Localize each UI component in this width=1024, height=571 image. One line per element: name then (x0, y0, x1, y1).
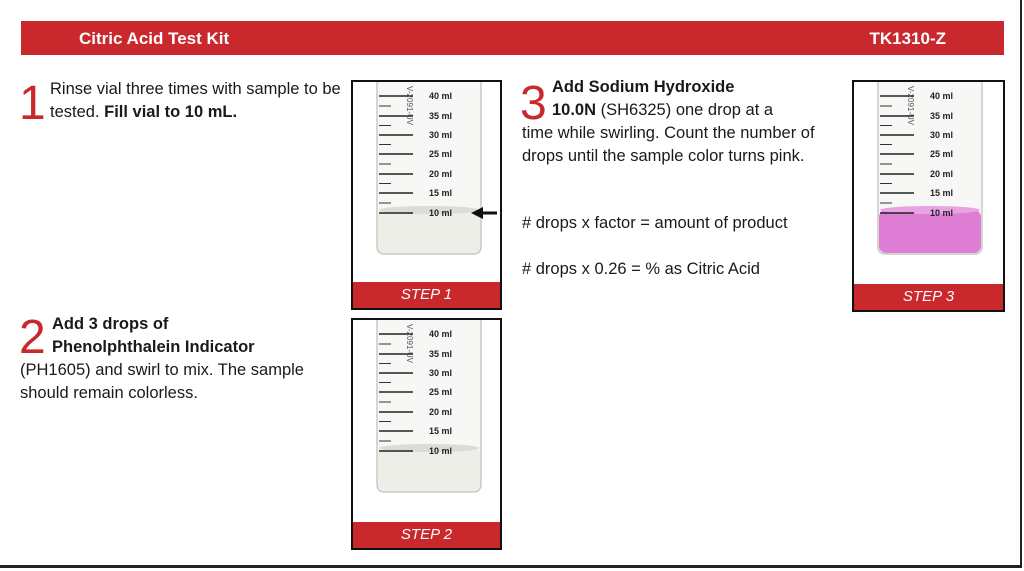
step-1-text (50, 78, 350, 124)
graduation-label: 40 ml (429, 329, 453, 339)
graduation-label: 40 ml (429, 91, 453, 101)
graduation-label: 10 ml (429, 446, 453, 456)
step-3-reagent-rest: (SH6325) one drop at a (596, 101, 774, 119)
graduation-label: 30 ml (429, 130, 453, 140)
step-2-number: 2 (19, 311, 46, 364)
vial-side-print: V-2091-UV (906, 86, 915, 126)
graduation-label: 15 ml (429, 426, 453, 436)
step-1-bold: Fill vial to 10 mL. (104, 103, 238, 121)
graduation-label: 25 ml (930, 149, 954, 159)
kit-code: TK1310-Z (869, 29, 946, 48)
step-2-body: (PH1605) and swirl to mix. The sample should remain colorless. (20, 361, 304, 402)
graduation-label: 20 ml (429, 407, 453, 417)
graduation-label: 20 ml (930, 169, 954, 179)
vial-image (854, 82, 1003, 284)
step-3-title-2 (552, 99, 842, 122)
vial-side-print: V-2091-UV (405, 324, 414, 364)
step-2-title-1: Add 3 drops of (52, 315, 169, 333)
graduation-label: 35 ml (930, 111, 954, 121)
graduation-label: 25 ml (429, 387, 453, 397)
graduation-label: 20 ml (429, 169, 453, 179)
step-3-body: time while swirling. Count the number of drops until the sample color turns pink. (522, 124, 815, 165)
vial-image (353, 320, 500, 522)
step-3-photo (852, 80, 1005, 312)
title-bar (21, 21, 1004, 55)
step-1-plain: Rinse vial three times with sample to be tested. (50, 80, 341, 121)
formula-citric: # drops x 0.26 = % as Citric Acid (522, 260, 760, 278)
graduation-label: 10 ml (930, 208, 954, 218)
step-1-photo (351, 80, 502, 310)
step-2-photo (351, 318, 502, 550)
graduation-label: 15 ml (429, 188, 453, 198)
step-1-caption: STEP 1 (353, 280, 500, 308)
graduation-label: 30 ml (930, 130, 954, 140)
step-3-reagent: 10.0N (552, 101, 597, 119)
graduation-label: 10 ml (429, 208, 453, 218)
step-3-caption: STEP 3 (854, 282, 1003, 310)
step-2-title-2: Phenolphthalein Indicator (52, 338, 255, 356)
step-3-title-1: Add Sodium Hydroxide (552, 78, 735, 96)
step-1-number: 1 (19, 77, 46, 130)
kit-title: Citric Acid Test Kit (79, 29, 230, 48)
graduation-label: 40 ml (930, 91, 954, 101)
graduation-label: 25 ml (429, 149, 453, 159)
graduation-label: 15 ml (930, 188, 954, 198)
graduation-label: 30 ml (429, 368, 453, 378)
graduation-label: 35 ml (429, 349, 453, 359)
step-3-number: 3 (520, 77, 547, 130)
graduation-label: 35 ml (429, 111, 453, 121)
formula-general: # drops x factor = amount of product (522, 214, 788, 232)
vial-side-print: V-2091-UV (405, 86, 414, 126)
vial-image (353, 82, 500, 282)
step-2-caption: STEP 2 (353, 520, 500, 548)
